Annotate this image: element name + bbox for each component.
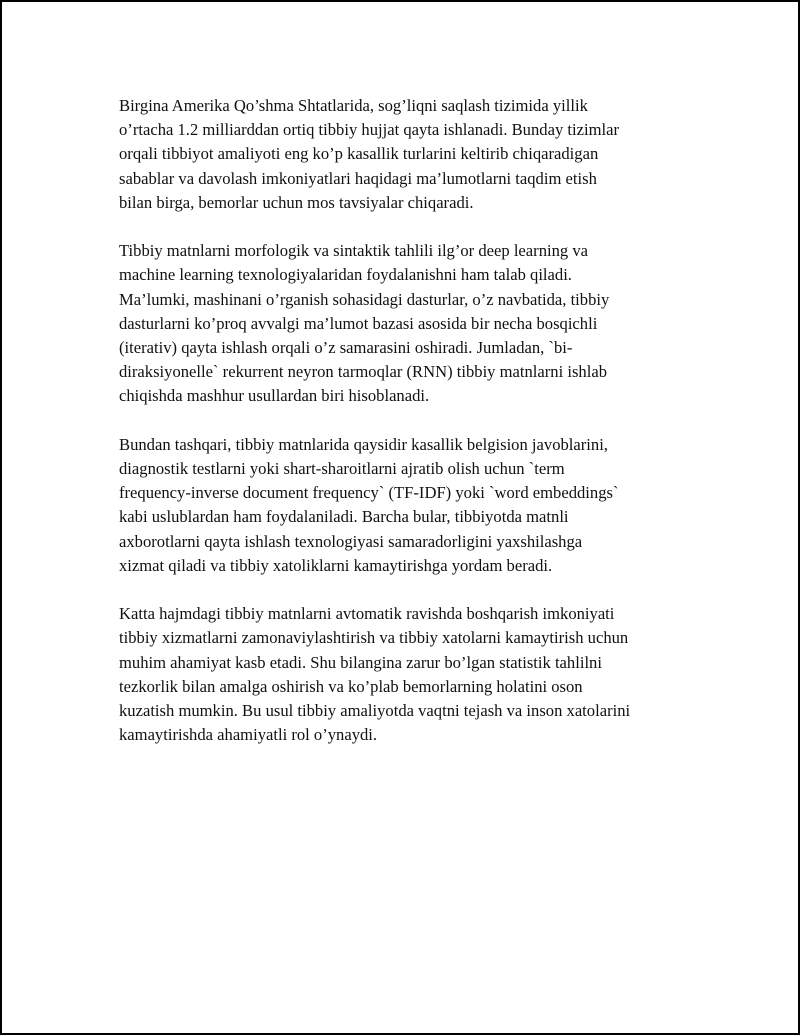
paragraph-2	[119, 239, 699, 408]
text-line: orqali tibbiyot amaliyoti eng ko’p kasallik turlarini keltirib chiqaradigan	[119, 144, 599, 164]
document-body	[119, 94, 699, 772]
text-line: kamaytirishda ahamiyatli rol o’ynaydi.	[119, 725, 378, 745]
text-line: Katta hajmdagi tibbiy matnlarni avtomatik ravishda boshqarish imkoniyati	[119, 604, 615, 624]
text-line: dasturlarni ko’proq avvalgi ma’lumot bazasi asosida bir necha bosqichli	[119, 313, 598, 333]
text-line: machine learning texnologiyalaridan foydalanishni ham talab qiladi.	[119, 265, 572, 285]
text-line: tibbiy xizmatlarni zamonaviylashtirish va tibbiy xatolarni kamaytirish uchun	[119, 628, 629, 648]
text-line: bilan birga, bemorlar uchun mos tavsiyalar chiqaradi.	[119, 192, 474, 212]
text-line: sabablar va davolash imkoniyatlari haqidagi ma’lumotlarni taqdim etish	[119, 168, 597, 188]
paragraph-1	[119, 94, 699, 215]
text-line: kabi uslublardan ham foydalaniladi. Barcha bular, tibbiyotda matnli	[119, 507, 569, 527]
text-line: (iterativ) qayta ishlash orqali o’z samarasini oshiradi. Jumladan, `bi-	[119, 338, 573, 358]
text-line: kuzatish mumkin. Bu usul tibbiy amaliyotda vaqtni tejash va inson xatolarini	[119, 701, 631, 721]
paragraph-4	[119, 602, 699, 747]
text-line: Birgina Amerika Qo’shma Shtatlarida, sog’liqni saqlash tizimida yillik	[119, 96, 588, 115]
text-line: axborotlarni qayta ishlash texnologiyasi samaradorligini yaxshilashga	[119, 531, 583, 551]
text-line: o’rtacha 1.2 milliarddan ortiq tibbiy hujjat qayta ishlanadi. Bunday tizimlar	[119, 120, 619, 140]
text-line: Ma’lumki, mashinani o’rganish sohasidagi dasturlar, o’z navbatida, tibbiy	[119, 289, 610, 309]
text-line: diraksiyonelle` rekurrent neyron tarmoqlar (RNN) tibbiy matnlarni ishlab	[119, 362, 607, 382]
text-line: diagnostik testlarni yoki shart-sharoitlarni ajratib olish uchun `term	[119, 459, 565, 479]
text-line: Bundan tashqari, tibbiy matnlarida qaysidir kasallik belgision javoblarini,	[119, 434, 608, 454]
text-line: chiqishda mashhur usullardan biri hisoblanadi.	[119, 386, 430, 406]
text-line: xizmat qiladi va tibbiy xatoliklarni kamaytirishga yordam beradi.	[119, 555, 553, 575]
text-line: tezkorlik bilan amalga oshirish va ko’plab bemorlarning holatini oson	[119, 676, 583, 696]
paragraph-3	[119, 433, 699, 578]
text-line: frequency-inverse document frequency` (TF-IDF) yoki `word embeddings`	[119, 483, 619, 503]
text-line: muhim ahamiyat kasb etadi. Shu bilangina zarur bo’lgan statistik tahlilni	[119, 652, 602, 672]
text-line: Tibbiy matnlarni morfologik va sintaktik tahlili ilg’or deep learning va	[119, 241, 589, 261]
